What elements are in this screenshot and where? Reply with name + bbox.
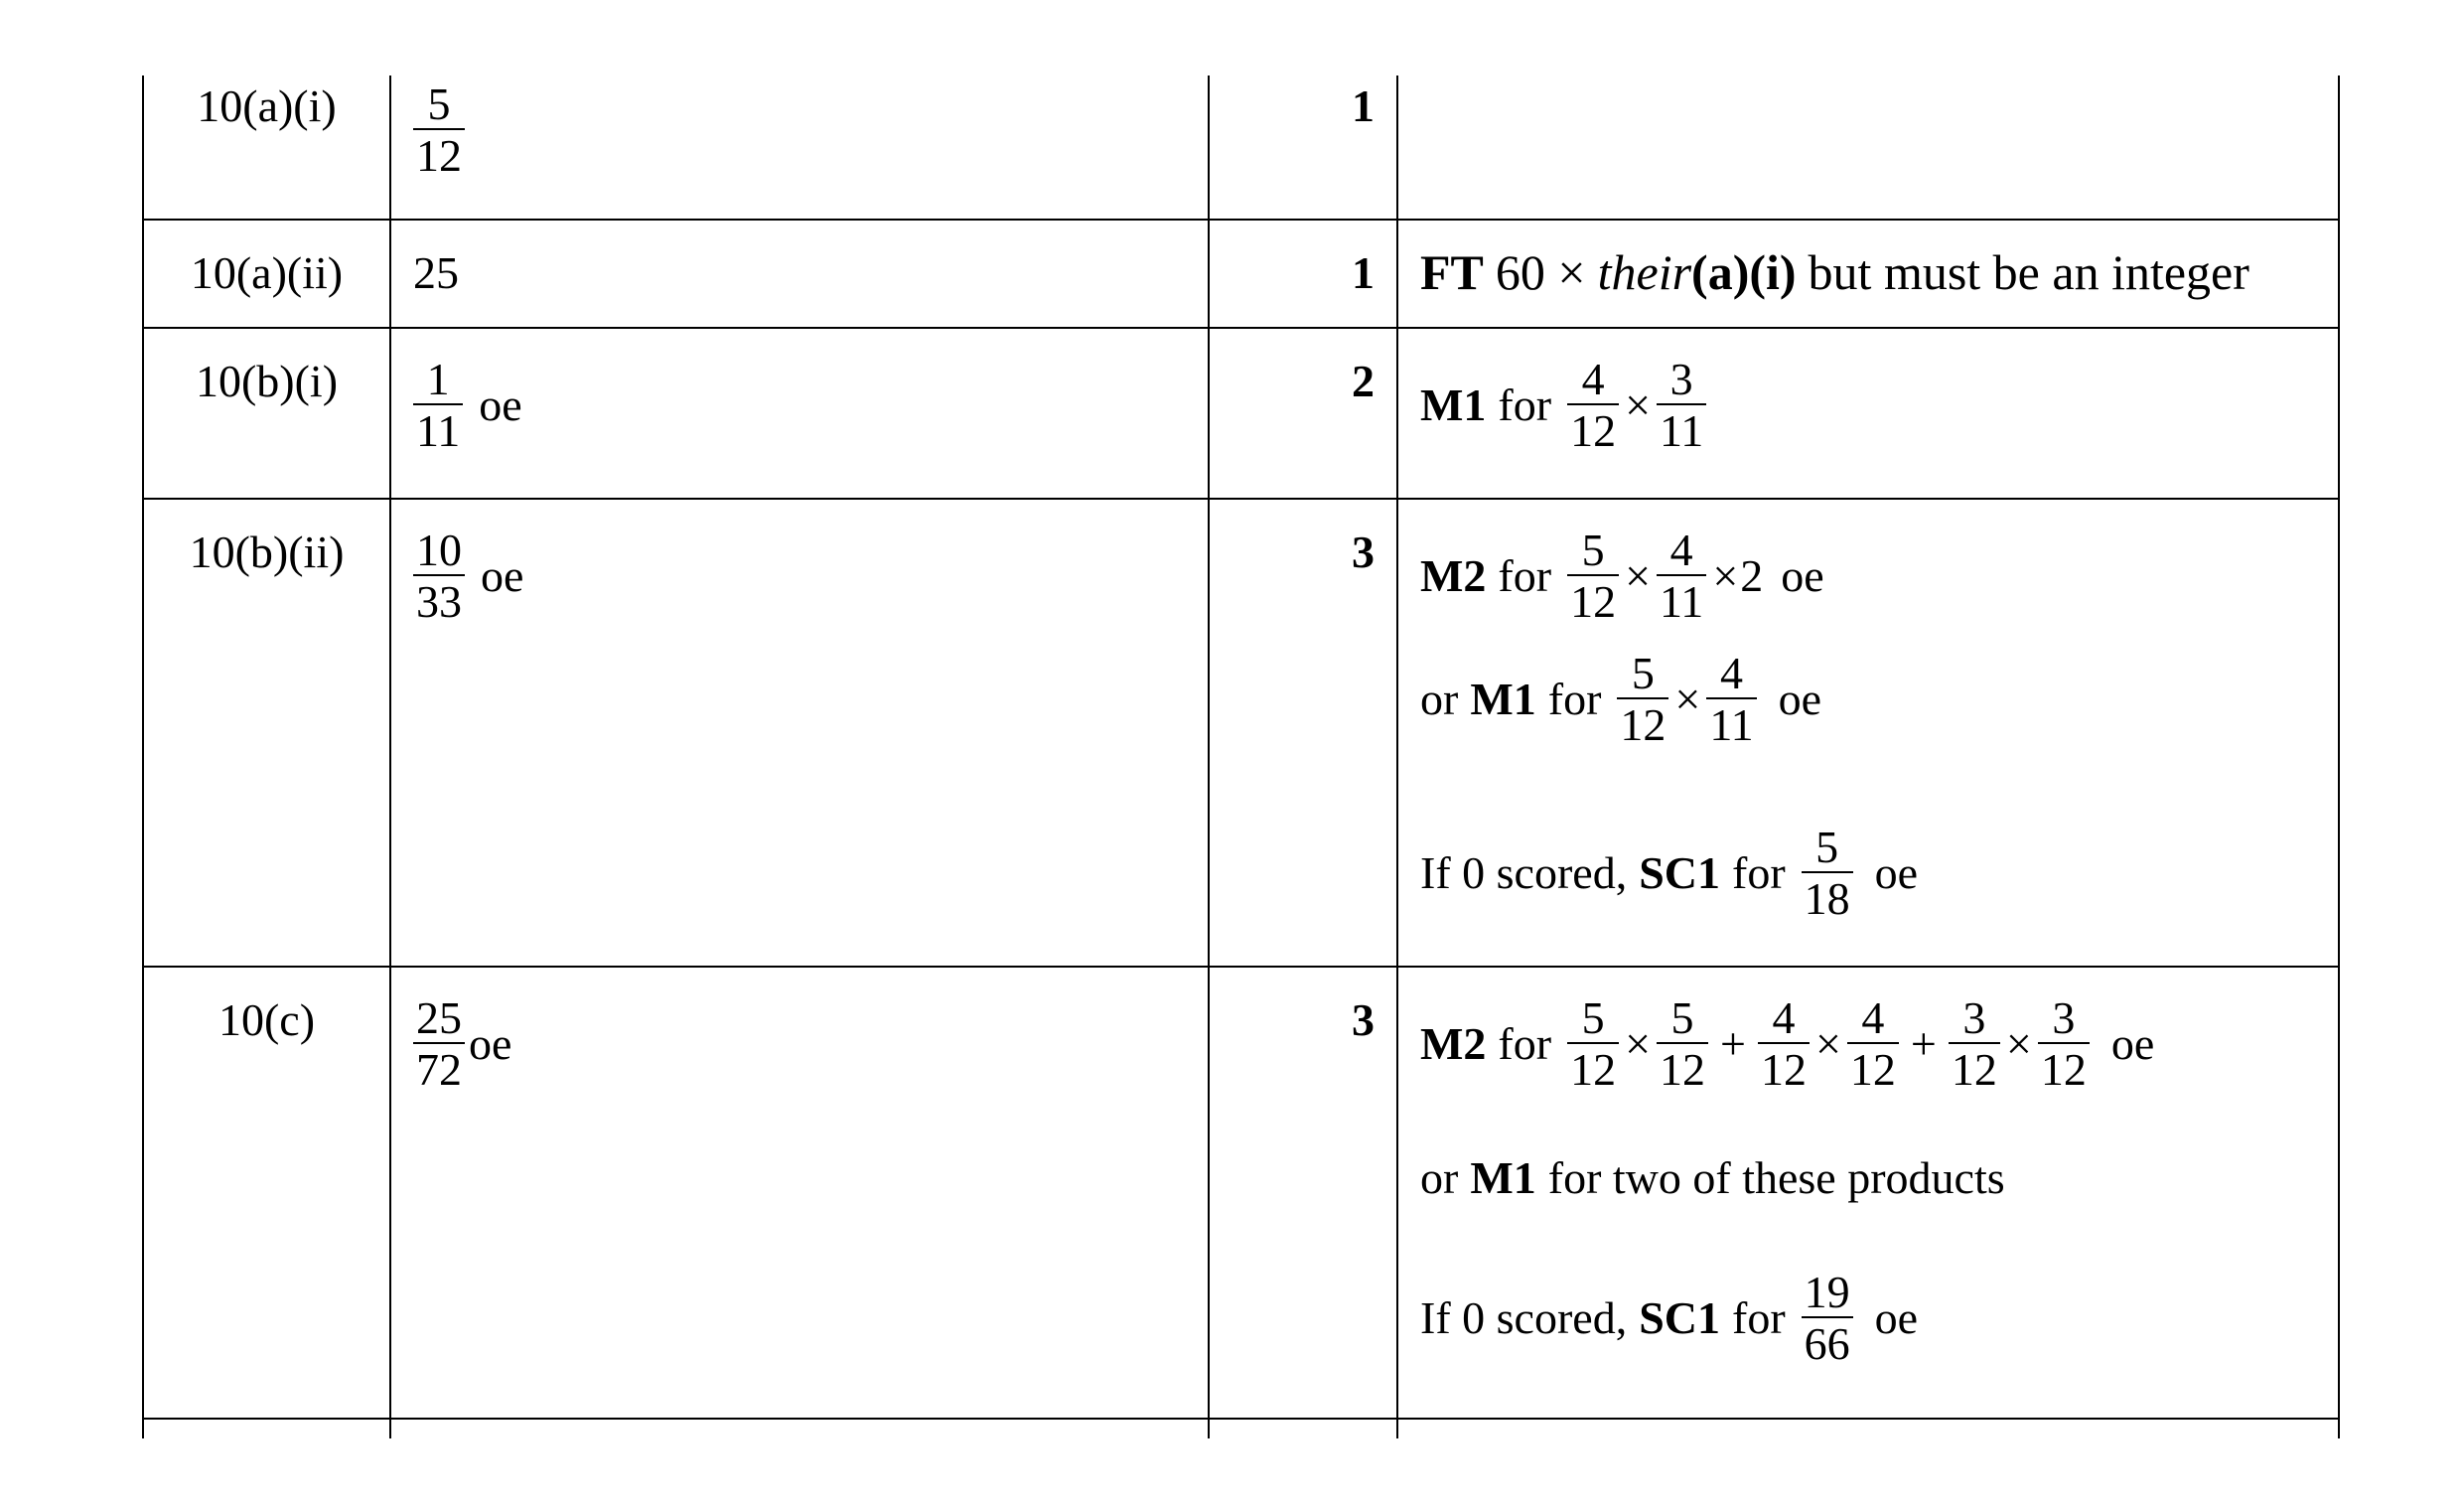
fraction: $\frac{5}{12}$ <box>1563 527 1623 627</box>
method-mark-label: M1 <box>1420 379 1487 430</box>
marks-value: 3 <box>1352 527 1375 577</box>
method-mark-label: M2 <box>1420 550 1487 601</box>
answer-fraction: $\frac{10}{33}$ <box>409 527 469 627</box>
method-mark-label: M1 <box>1470 1152 1536 1203</box>
fraction: $\frac{4}{12}$ <box>1754 994 1813 1095</box>
fraction: $\frac{5}{12}$ <box>1563 994 1623 1095</box>
fraction: $\frac{4}{11}$ <box>1702 650 1760 750</box>
guidance-text: M1 for $\frac{4}{12}$ × $\frac{3}{11}$ <box>1420 356 1710 456</box>
fraction: $\frac{19}{66}$ <box>1798 1269 1857 1369</box>
answer-value: 25 <box>413 247 459 298</box>
row-border <box>142 498 2340 500</box>
question-number: 10(a)(ii) <box>190 247 344 298</box>
row-border <box>142 219 2340 221</box>
column-border-marks <box>1396 75 1398 1438</box>
guidance-text: FT 60 × their (a)(i) but must be an integer <box>1420 244 2249 300</box>
column-border-question <box>389 75 391 1438</box>
marks-value: 3 <box>1352 994 1375 1045</box>
question-number: 10(b)(ii) <box>189 527 345 577</box>
column-border-right <box>2338 75 2340 1438</box>
answer-fraction: $\frac{25}{72}$ <box>409 994 469 1095</box>
answer-cell: $\frac{25}{72}$ oe <box>409 994 511 1095</box>
answer-fraction: $\frac{1}{11}$ <box>409 356 467 456</box>
marks-value: 1 <box>1352 247 1375 298</box>
row-border <box>142 1418 2340 1420</box>
fraction: $\frac{4}{12}$ <box>1563 356 1623 456</box>
fraction: $\frac{4}{11}$ <box>1653 527 1710 627</box>
guidance-line-m2: M2 for $\frac{5}{12}$ × $\frac{5}{12}$ + $\frac{4}{12}$ × $\frac{4}{12}$ + $\frac{3}{12}$ × $\frac{3}{12}$ oe <box>1420 992 2155 1096</box>
answer-cell: $\frac{10}{33}$ oe <box>409 527 523 627</box>
marks-value: 1 <box>1352 80 1375 131</box>
question-number: 10(a)(i) <box>197 80 337 131</box>
guidance-line-sc1: If 0 scored, SC1 for $\frac{5}{18}$ oe <box>1420 822 1919 925</box>
fraction: $\frac{5}{18}$ <box>1798 824 1857 924</box>
guidance-line-m2: M2 for $\frac{5}{12}$ × $\frac{4}{11}$ × 2 oe <box>1420 525 1824 628</box>
fraction: $\frac{3}{11}$ <box>1653 356 1710 456</box>
fraction: $\frac{3}{12}$ <box>1945 994 2004 1095</box>
question-number: 10(b)(i) <box>195 356 339 406</box>
answer-cell: $\frac{1}{11}$ oe <box>409 356 522 456</box>
fraction: $\frac{3}{12}$ <box>2034 994 2094 1095</box>
marks-value: 2 <box>1352 356 1375 406</box>
special-case-label: SC1 <box>1639 847 1721 898</box>
guidance-line-m1: or M1 for two of these products <box>1420 1152 2005 1203</box>
answer-cell <box>409 80 469 181</box>
fraction: $\frac{5}{12}$ <box>1653 994 1712 1095</box>
question-number: 10(c) <box>217 994 316 1045</box>
guidance-line-m1: or M1 for $\frac{5}{12}$ × $\frac{4}{11}$ oe <box>1420 648 1822 751</box>
answer-fraction: $\frac{5}{12}$ <box>409 80 469 181</box>
fraction: $\frac{5}{12}$ <box>1613 650 1672 750</box>
row-border <box>142 327 2340 329</box>
special-case-label: SC1 <box>1639 1292 1721 1343</box>
guidance-line-sc1: If 0 scored, SC1 for $\frac{19}{66}$ oe <box>1420 1267 1919 1370</box>
fraction: $\frac{4}{12}$ <box>1843 994 1903 1095</box>
ft-label: FT <box>1420 244 1484 300</box>
row-border <box>142 966 2340 968</box>
method-mark-label: M2 <box>1420 1018 1487 1069</box>
method-mark-label: M1 <box>1470 674 1536 724</box>
